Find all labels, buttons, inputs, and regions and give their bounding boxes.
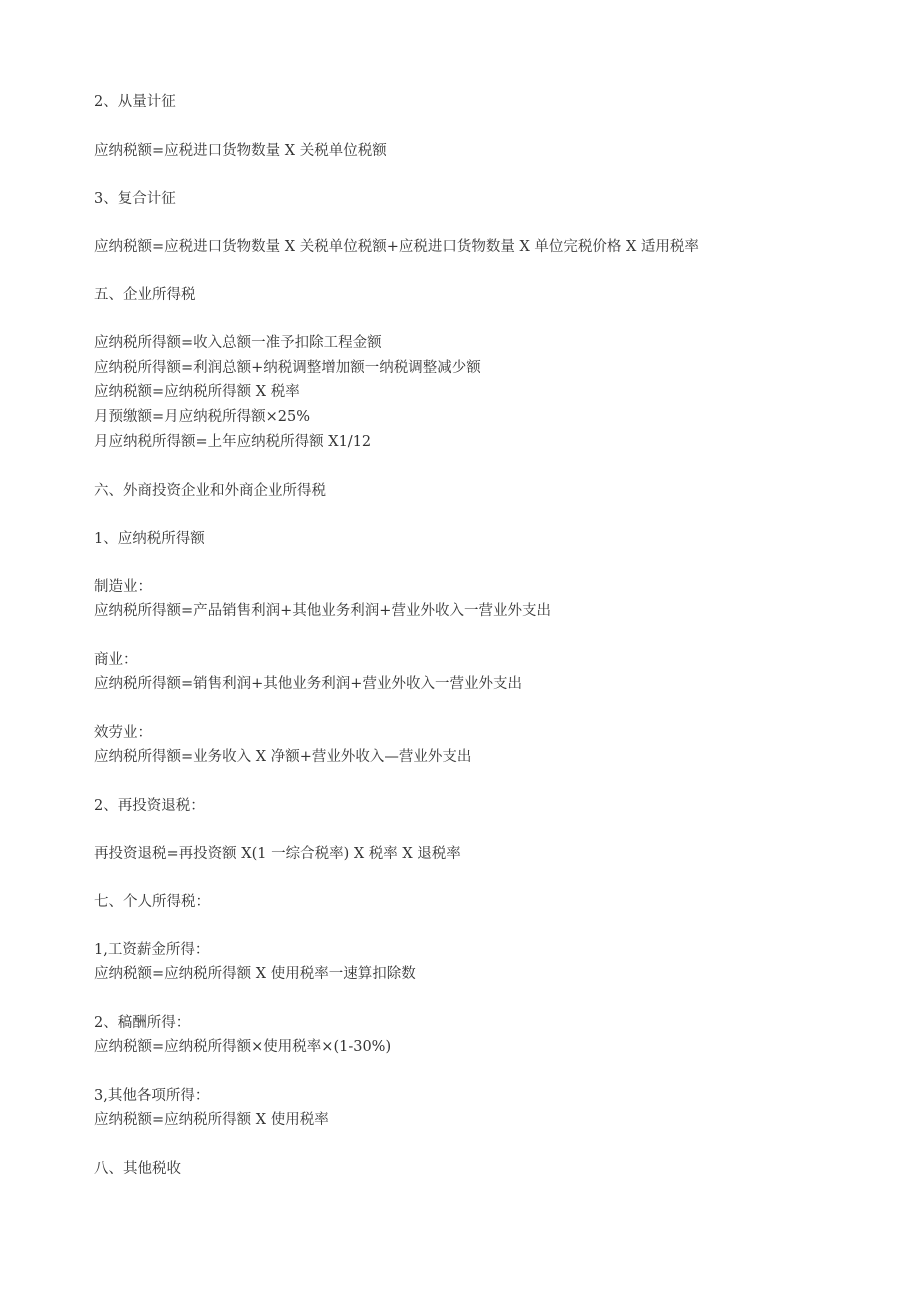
formula-manufacturing: 应纳税所得额=产品销售利润+其他业务利润+营业外收入一营业外支出: [94, 603, 551, 619]
formula-taxable-income-1: 应纳税所得额=收入总额一准予扣除工程金额: [94, 335, 382, 351]
label-wages-salaries: 1,工资薪金所得：: [94, 942, 210, 958]
heading-foreign-enterprise-tax: 六、外商投资企业和外商企业所得税: [94, 483, 326, 499]
heading-personal-income-tax: 七、个人所得税：: [94, 894, 210, 910]
heading-taxable-income: 1、应纳税所得额: [94, 531, 205, 547]
formula-monthly-prepayment: 月预缴额=月应纳税所得额×25%: [94, 409, 311, 425]
formula-services: 应纳税所得额=业务收入 X 净额+营业外收入—营业外支出: [94, 749, 472, 765]
formula-remuneration: 应纳税额=应纳税所得额×使用税率×(1-30%): [94, 1039, 392, 1055]
formula-tax-payable: 应纳税额=应纳税所得额 X 税率: [94, 384, 300, 400]
heading-corporate-income-tax: 五、企业所得税: [94, 287, 196, 303]
formula-reinvestment-refund: 再投资退税=再投资额 X(1 一综合税率) X 税率 X 退税率: [94, 846, 461, 862]
formula-compound-duty: 应纳税额=应税进口货物数量 X 关税单位税额+应税进口货物数量 X 单位完税价格 X 适用税率: [94, 239, 699, 255]
label-commerce: 商业：: [94, 652, 138, 668]
formula-monthly-taxable-income: 月应纳税所得额=上年应纳税所得额 X1/12: [94, 434, 372, 450]
heading-reinvestment-refund: 2、再投资退税：: [94, 798, 205, 814]
formula-specific-duty: 应纳税额=应税进口货物数量 X 关税单位税额: [94, 143, 387, 159]
formula-wages-salaries: 应纳税额=应纳税所得额 X 使用税率一速算扣除数: [94, 966, 416, 982]
label-remuneration: 2、稿酬所得：: [94, 1015, 191, 1031]
label-other-income: 3,其他各项所得：: [94, 1088, 210, 1104]
formula-taxable-income-2: 应纳税所得额=利润总额+纳税调整增加额一纳税调整减少额: [94, 360, 481, 376]
formula-commerce: 应纳税所得额=销售利润+其他业务利润+营业外收入一营业外支出: [94, 676, 522, 692]
heading-specific-duty: 2、从量计征: [94, 94, 176, 110]
heading-compound-duty: 3、复合计征: [94, 191, 176, 207]
label-services: 效劳业：: [94, 725, 152, 741]
label-manufacturing: 制造业：: [94, 579, 152, 595]
formula-other-income: 应纳税额=应纳税所得额 X 使用税率: [94, 1112, 329, 1128]
heading-other-taxes: 八、其他税收: [94, 1161, 181, 1177]
